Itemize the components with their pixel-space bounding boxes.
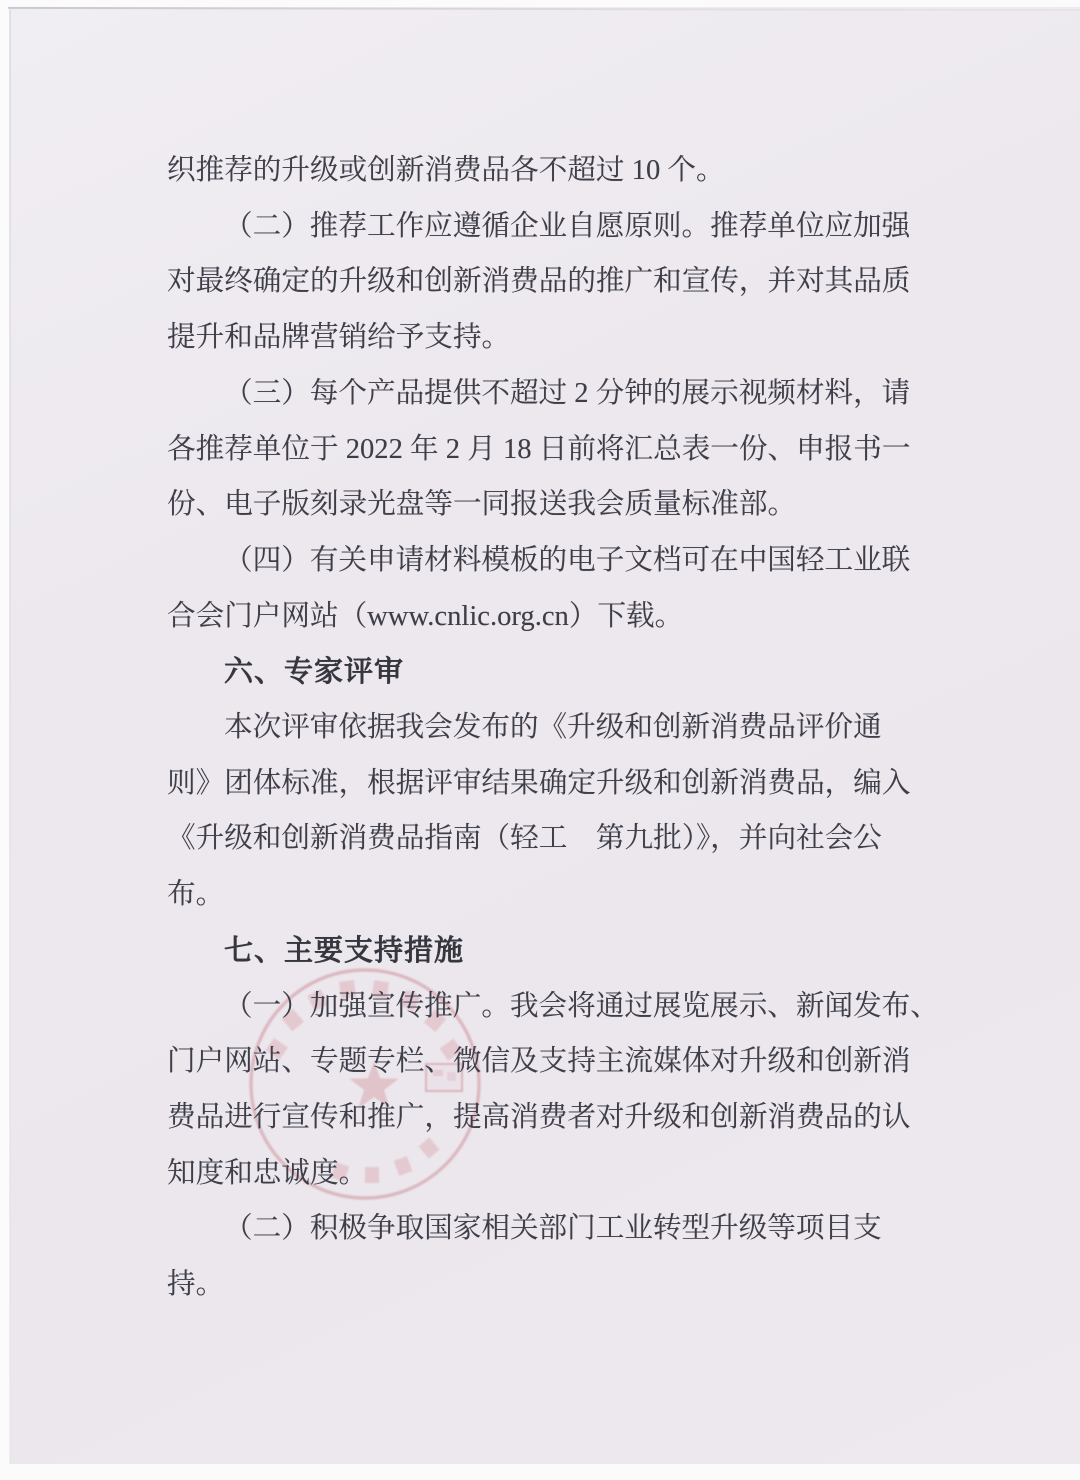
text-line: （一）加强宣传推广。我会将通过展览展示、新闻发布、 bbox=[224, 990, 939, 1022]
text-line: 持。 bbox=[167, 1269, 225, 1300]
text-line: 份、电子版刻录光盘等一同报送我会质量标准部。 bbox=[167, 489, 797, 521]
text-line: 《升级和创新消费品指南（轻工 第九批）》，并向社会公 bbox=[167, 823, 882, 855]
text-line: （二）积极争取国家相关部门工业转型升级等项目支 bbox=[224, 1213, 882, 1245]
text-line: 知度和忠诚度。 bbox=[167, 1157, 368, 1189]
text-line: 门户网站、专题专栏、微信及支持主流媒体对升级和创新消 bbox=[167, 1046, 911, 1078]
text-line: 则》团体标准，根据评审结果确定升级和创新消费品，编入 bbox=[167, 767, 911, 799]
section-heading-line: 六、专家评审 bbox=[224, 656, 405, 689]
text-line: 对最终确定的升级和创新消费品的推广和宣传，并对其品质 bbox=[167, 266, 911, 298]
section-heading-line: 七、主要支持措施 bbox=[224, 934, 465, 967]
text-line: （三）每个产品提供不超过 2 分钟的展示视频材料，请 bbox=[224, 377, 911, 409]
text-line: 各推荐单位于 2022 年 2 月 18 日前将汇总表一份、申报书一 bbox=[167, 433, 911, 465]
text-line: 合会门户网站（www.cnlic.org.cn）下载。 bbox=[167, 600, 684, 632]
text-line: 费品进行宣传和推广，提高消费者对升级和创新消费品的认 bbox=[167, 1101, 911, 1133]
text-line: （四）有关申请材料模板的电子文档可在中国轻工业联 bbox=[224, 544, 911, 576]
text-line: 本次评审依据我会发布的《升级和创新消费品评价通 bbox=[224, 712, 882, 743]
text-line: 布。 bbox=[167, 879, 225, 911]
text-line: 提升和品牌营销给予支持。 bbox=[167, 322, 511, 354]
text-line: 织推荐的升级或创新消费品各不超过 10 个。 bbox=[167, 155, 725, 186]
text-line: （二）推荐工作应遵循企业自愿原则。推荐单位应加强 bbox=[224, 210, 911, 242]
